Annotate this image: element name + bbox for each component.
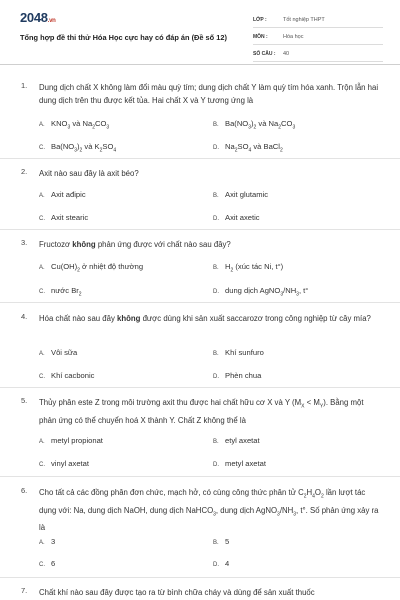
option-letter: D. bbox=[213, 374, 219, 380]
option-letter: D. bbox=[213, 289, 219, 295]
meta-value: Hóa học bbox=[283, 34, 304, 40]
meta-key: SỐ CÂU : bbox=[253, 51, 276, 57]
option-d[interactable] bbox=[213, 371, 261, 380]
option-c[interactable] bbox=[39, 459, 89, 468]
option-letter: D. bbox=[213, 216, 219, 222]
option-text: 4 bbox=[225, 559, 230, 568]
option-letter: C. bbox=[39, 374, 45, 380]
option-letter: D. bbox=[213, 145, 219, 151]
question-number: 3. bbox=[21, 238, 28, 247]
meta-key: LỚP : bbox=[253, 17, 267, 23]
option-text: Axit glutamic bbox=[225, 190, 269, 199]
option-b[interactable] bbox=[213, 119, 295, 131]
header bbox=[0, 0, 400, 62]
option-letter: B. bbox=[213, 122, 219, 128]
option-letter: B. bbox=[213, 351, 219, 357]
option-b[interactable] bbox=[213, 436, 260, 445]
option-b[interactable] bbox=[213, 262, 283, 274]
option-text: etyl axetat bbox=[225, 436, 260, 445]
option-b[interactable] bbox=[213, 190, 268, 199]
option-letter: D. bbox=[213, 562, 219, 568]
question-divider bbox=[0, 229, 400, 230]
question-text: Cho tất cả các đồng phân đơn chức, mạch hở, có cùng công thức phân tử $C_2H_4O_2$ lần lượt tác dụng với: Na, dung dịch NaOH, dung dịch NaHCO$_3$, dung dịch $AgNO_3/NH_3$, t°. Số phản ứng xảy ra là bbox=[39, 488, 379, 533]
option-c[interactable] bbox=[39, 286, 82, 298]
meta-row-subject bbox=[253, 30, 383, 45]
option-letter: A. bbox=[39, 122, 45, 128]
site-logo[interactable] bbox=[20, 10, 56, 25]
question-divider bbox=[0, 476, 400, 477]
question-text: Chất khí nào sau đây được tạo ra từ bình chữa cháy và dùng để sản xuất thuốc bbox=[39, 588, 315, 597]
question-number: 5. bbox=[21, 396, 28, 405]
meta-key: MÔN : bbox=[253, 34, 268, 40]
question-divider bbox=[0, 158, 400, 159]
option-letter: C. bbox=[39, 145, 45, 151]
option-d[interactable] bbox=[213, 213, 260, 222]
question-number: 1. bbox=[21, 81, 28, 90]
question-text: Axit nào sau đây là axit béo? bbox=[39, 169, 139, 178]
option-b[interactable] bbox=[213, 348, 264, 357]
meta-table bbox=[253, 13, 383, 64]
option-text: Phèn chua bbox=[225, 371, 262, 380]
option-letter: A. bbox=[39, 193, 45, 199]
option-text: Vôi sữa bbox=[51, 348, 78, 357]
option-text: vinyl axetat bbox=[51, 459, 89, 468]
option-a[interactable] bbox=[39, 436, 103, 445]
option-letter: B. bbox=[213, 193, 219, 199]
meta-value: Tốt nghiệp THPT bbox=[283, 17, 325, 23]
option-a[interactable] bbox=[39, 348, 77, 357]
question-divider bbox=[0, 387, 400, 388]
option-letter: B. bbox=[213, 265, 219, 271]
option-text: nước $Br_2$ bbox=[51, 286, 82, 298]
question-number: 6. bbox=[21, 486, 28, 495]
option-letter: C. bbox=[39, 289, 45, 295]
option-text: 3 bbox=[51, 537, 56, 546]
question-divider bbox=[0, 577, 400, 578]
option-a[interactable] bbox=[39, 537, 55, 546]
option-text: $Cu(OH)_2$ ở nhiệt độ thường bbox=[51, 262, 144, 274]
option-letter: A. bbox=[39, 265, 45, 271]
question-text: Dung dịch chất X không làm đổi màu quỳ tím; dung dịch chất Y làm quỳ tím hóa xanh. Trộn lẫn hai dung dịch trên thu được kết tủa. Hai chất X và Y tương ứng là bbox=[39, 83, 379, 105]
option-c[interactable] bbox=[39, 559, 55, 568]
option-d[interactable] bbox=[213, 559, 229, 568]
meta-row-class bbox=[253, 13, 383, 28]
option-letter: D. bbox=[213, 462, 219, 468]
option-text: Khí cacbonic bbox=[51, 371, 95, 380]
option-text: $H_2$ (xúc tác Ni, t°) bbox=[225, 262, 284, 274]
option-a[interactable] bbox=[39, 190, 86, 199]
option-a[interactable] bbox=[39, 119, 109, 131]
logo-suffix: .vn bbox=[47, 18, 56, 24]
option-text: $KNO_3$ và $Na_2CO_3$ bbox=[51, 119, 110, 131]
option-letter: C. bbox=[39, 562, 45, 568]
option-text: $Na_2SO_4$ và BaCl$_2$ bbox=[225, 142, 283, 154]
option-text: $Ba(NO_3)_2$ và $Na_2CO_3$ bbox=[225, 119, 296, 131]
option-letter: C. bbox=[39, 462, 45, 468]
option-text: 5 bbox=[225, 537, 230, 546]
option-b[interactable] bbox=[213, 537, 229, 546]
option-letter: B. bbox=[213, 439, 219, 445]
question-divider bbox=[0, 302, 400, 303]
option-letter: A. bbox=[39, 439, 45, 445]
option-c[interactable] bbox=[39, 213, 88, 222]
question-number: 7. bbox=[21, 586, 28, 595]
option-text: Axit stearic bbox=[51, 213, 89, 222]
option-c[interactable] bbox=[39, 142, 116, 154]
option-text: Axit ađipic bbox=[51, 190, 86, 199]
option-d[interactable] bbox=[213, 459, 266, 468]
logo-text: 2048 bbox=[20, 10, 48, 25]
option-text: Axit axetic bbox=[225, 213, 260, 222]
meta-row-count bbox=[253, 47, 383, 62]
option-text: 6 bbox=[51, 559, 56, 568]
header-divider bbox=[0, 64, 400, 65]
option-text: $Ba(NO_3)_2$ và $K_2SO_4$ bbox=[51, 142, 117, 154]
question-text: Hóa chất nào sau đây không được dùng khi sản xuất saccarozơ trong công nghiệp từ cây mía? bbox=[39, 314, 371, 323]
option-letter: A. bbox=[39, 351, 45, 357]
question-text: Thủy phân este Z trong môi trường axit thu được hai chất hữu cơ X và Y $(M_X < M_Y)$. Bằng một phản ứng có thể chuyển hoá X thành Y. Chất Z không thể là bbox=[39, 398, 364, 425]
option-text: Khí sunfuro bbox=[225, 348, 264, 357]
option-letter: A. bbox=[39, 540, 45, 546]
option-text: metyl propionat bbox=[51, 436, 103, 445]
question-number: 2. bbox=[21, 167, 28, 176]
question-text: Fructozơ không phản ứng được với chất nào sau đây? bbox=[39, 240, 231, 249]
meta-value: 40 bbox=[283, 51, 290, 57]
option-a[interactable] bbox=[39, 262, 143, 274]
option-c[interactable] bbox=[39, 371, 94, 380]
option-d[interactable] bbox=[213, 286, 308, 298]
document-title: Tổng hợp đề thi thử Hóa Học cực hay có đáp án (Đề số 12) bbox=[20, 33, 227, 42]
option-text: dung dịch $AgNO_3/NH_3$, t° bbox=[225, 286, 309, 298]
option-letter: B. bbox=[213, 540, 219, 546]
option-text: metyl axetat bbox=[225, 459, 266, 468]
option-letter: C. bbox=[39, 216, 45, 222]
option-d[interactable] bbox=[213, 142, 283, 154]
question-number: 4. bbox=[21, 312, 28, 321]
